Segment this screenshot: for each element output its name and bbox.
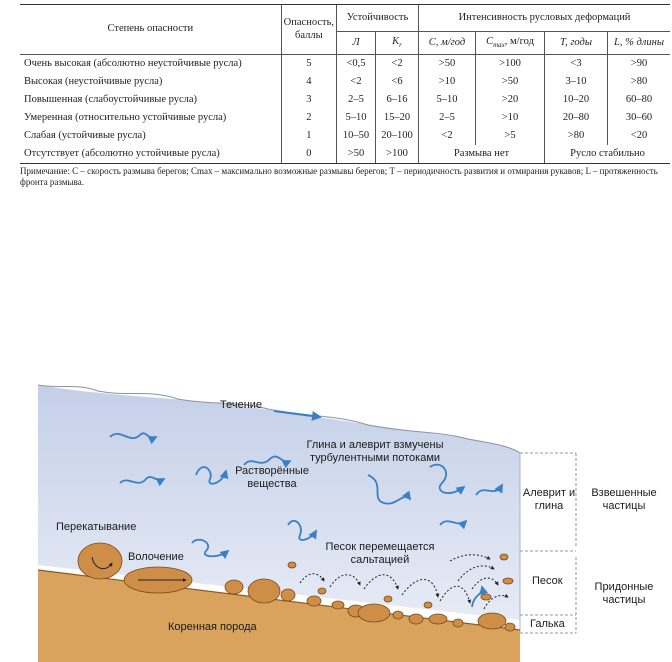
cell-score: 2 — [281, 109, 336, 127]
header-c: C, м/год — [419, 32, 476, 55]
pebble — [505, 623, 515, 631]
sediment-transport-figure — [38, 375, 672, 662]
table-row — [20, 73, 670, 91]
pebble — [393, 611, 403, 619]
cell-lp: >80 — [608, 73, 671, 91]
pebble — [248, 579, 280, 603]
header-cmax: $C_{max}$, м/год — [476, 32, 545, 55]
sand-grain — [288, 562, 296, 568]
cell-c: 5–10 — [419, 91, 476, 109]
sand-grain — [503, 578, 513, 584]
cell-score: 3 — [281, 91, 336, 109]
pebble — [225, 580, 243, 594]
label-current: Течение — [220, 399, 263, 411]
pebble — [478, 613, 506, 629]
label-silt-clay: Алеврит и глина — [522, 487, 576, 513]
cell-score: 4 — [281, 73, 336, 91]
rolling-boulder — [78, 543, 122, 579]
cell-c: 2–5 — [419, 109, 476, 127]
cell-lp: >90 — [608, 55, 671, 74]
pebble — [307, 596, 321, 606]
pebble — [332, 601, 344, 609]
cell-l: 5–10 — [337, 109, 376, 127]
cell-score: 1 — [281, 127, 336, 145]
header-score: Опасность, баллы — [281, 5, 336, 55]
label-dissolved: Растворённые вещества — [235, 465, 309, 491]
header-lp: L, % длины — [608, 32, 671, 55]
danger-table — [20, 4, 670, 164]
pebble — [358, 604, 390, 622]
cell-cmax: >50 — [476, 73, 545, 91]
header-l: Л — [337, 32, 376, 55]
cell-k: 20–100 — [376, 127, 419, 145]
figure-drawing — [38, 375, 672, 662]
cell-cmax: >5 — [476, 127, 545, 145]
row-name: Отсутствует (абсолютно устойчивые русла) — [20, 145, 281, 164]
table-row — [20, 145, 670, 164]
cell-l: 2–5 — [337, 91, 376, 109]
row-name: Повышенная (слабоустойчивые русла) — [24, 93, 198, 105]
sand-grain — [384, 596, 392, 602]
row-name: Высокая (неустойчивые русла) — [24, 75, 163, 87]
cell-c: <2 — [419, 127, 476, 145]
label-bedrock: Коренная порода — [168, 621, 257, 633]
table-note: Примечание: C – скорость размыва берегов; Cmax – максимально возможные размывы берегов; T – периодичность развития и отмирания рукавов; L – протяженность фронта размыва. — [20, 166, 658, 188]
cell-k: <6 — [376, 73, 419, 91]
cell-l: 10–50 — [337, 127, 376, 145]
pebble — [409, 614, 423, 624]
cell-no-erosion: Размыва нет — [419, 145, 545, 164]
pebble — [453, 619, 463, 627]
sand-grain — [481, 594, 491, 600]
label-rolling: Перекатывание — [56, 521, 137, 533]
cell-cmax: >100 — [476, 55, 545, 74]
cell-k: 6–16 — [376, 91, 419, 109]
cell-t: 10–20 — [545, 91, 608, 109]
cell-t: <3 — [545, 55, 608, 74]
cell-l: >50 — [337, 145, 376, 164]
cell-c: >50 — [419, 55, 476, 74]
cell-cmax: >10 — [476, 109, 545, 127]
label-clay-turbulent: Глина и алеврит взмучены турбулентными потоками — [306, 439, 444, 465]
header-stability: Устойчивость — [337, 5, 419, 32]
label-dragging: Волочение — [128, 551, 184, 563]
label-saltation: Песок перемещается сальтацией — [325, 541, 435, 567]
cell-l: <2 — [337, 73, 376, 91]
table-row — [20, 55, 670, 74]
cell-k: 15–20 — [376, 109, 419, 127]
cell-lp: <20 — [608, 127, 671, 145]
header-danger: Степень опасности — [20, 5, 281, 55]
row-name: Очень высокая (абсолютно неустойчивые русла) — [24, 57, 242, 69]
table-row — [20, 127, 670, 145]
cell-score: 5 — [281, 55, 336, 74]
sand-grain — [424, 602, 432, 608]
cell-k: <2 — [376, 55, 419, 74]
cell-t: >80 — [545, 127, 608, 145]
pebble — [281, 589, 295, 601]
label-bottom: Придонные частицы — [594, 581, 654, 607]
table-row — [20, 91, 670, 109]
cell-l: <0,5 — [337, 55, 376, 74]
cell-lp: 30–60 — [608, 109, 671, 127]
cell-t: 20–80 — [545, 109, 608, 127]
header-t: T, годы — [545, 32, 608, 55]
zone-brackets — [520, 453, 576, 633]
cell-stable-channel: Русло стабильно — [545, 145, 671, 164]
header-intensity: Интенсивность русловых деформаций — [419, 5, 671, 32]
cell-lp: 60–80 — [608, 91, 671, 109]
cell-k: >100 — [376, 145, 419, 164]
label-sand: Песок — [532, 575, 563, 587]
row-name: Слабая (устойчивые русла) — [24, 129, 146, 141]
cell-t: 3–10 — [545, 73, 608, 91]
pebble — [429, 614, 447, 624]
table-row — [20, 109, 670, 127]
cell-score: 0 — [281, 145, 336, 164]
row-name: Умеренная (относительно устойчивые русла) — [24, 111, 227, 123]
label-suspended: Взвешенные частицы — [591, 487, 657, 513]
cell-cmax: >20 — [476, 91, 545, 109]
label-pebble: Галька — [530, 618, 565, 630]
sand-grain — [318, 588, 326, 594]
cell-c: >10 — [419, 73, 476, 91]
sand-grain — [500, 554, 508, 560]
header-ks: $K_r$ — [376, 32, 419, 55]
